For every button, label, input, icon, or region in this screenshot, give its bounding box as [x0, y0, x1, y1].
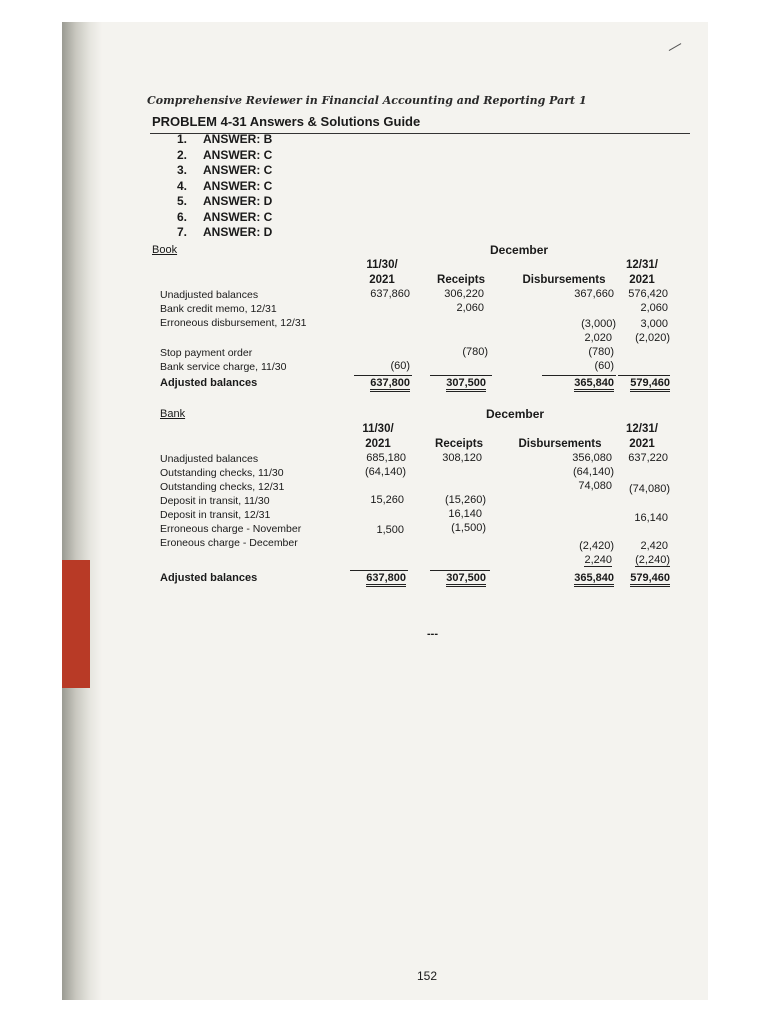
answer-item: 6. ANSWER: C: [177, 209, 273, 224]
answer-item: 5. ANSWER: D: [177, 194, 273, 208]
value-cell: 308,120: [442, 452, 482, 464]
value-cell: (1,500): [451, 522, 486, 534]
bank-section-label: Bank: [160, 408, 186, 420]
value-cell: 15,260: [370, 494, 404, 506]
row-label: Deposit in transit, 11/30: [160, 495, 270, 507]
total-cell: 365,840: [574, 572, 614, 587]
subtotal-rule: [542, 375, 616, 376]
value-cell: (60): [390, 360, 410, 372]
value-cell: 16,140: [634, 512, 668, 524]
answer-item: 1. ANSWER: B: [177, 132, 273, 146]
value-cell: (2,020): [635, 332, 670, 344]
value-cell: 356,080: [572, 452, 612, 464]
total-cell: 579,460: [630, 377, 670, 392]
row-label: Bank service charge, 11/30: [160, 361, 287, 373]
value-cell: (3,000): [581, 318, 616, 330]
value-cell: 2,420: [640, 540, 668, 552]
row-label: Eroneous charge - December: [160, 537, 298, 549]
book-section-label: Book: [152, 244, 178, 256]
bank-month-heading: December: [486, 407, 545, 421]
row-label: Erroneous charge - November: [160, 523, 302, 535]
value-cell: (74,080): [629, 483, 670, 495]
book-col-nov30-header: 11/30/ 2021: [366, 259, 398, 286]
red-bookmark-tab: [62, 560, 90, 688]
page-number: 152: [417, 969, 438, 983]
subtotal-rule: [354, 375, 412, 376]
value-cell: 2,020: [584, 332, 612, 344]
book-page: [62, 22, 708, 1000]
answer-list: [177, 132, 272, 241]
answer-item: 3. ANSWER: C: [177, 163, 273, 177]
row-label: Adjusted balances: [160, 572, 258, 584]
row-label: Outstanding checks, 11/30: [160, 467, 284, 479]
value-cell: (64,140): [573, 466, 614, 478]
value-cell: 1,500: [376, 524, 404, 536]
book-col-disbursements-header: Disbursements: [522, 274, 606, 286]
value-cell: 2,060: [456, 302, 484, 314]
total-cell: 637,800: [366, 572, 406, 587]
value-cell: 3,000: [640, 318, 668, 330]
row-label: Erroneous disbursement, 12/31: [160, 317, 307, 329]
value-cell: 637,220: [628, 452, 668, 464]
bank-col-dec31-header: 12/31/ 2021: [626, 423, 658, 450]
bank-col-disbursements-header: Disbursements: [518, 438, 602, 450]
section-end-dash: ---: [427, 628, 438, 640]
value-cell: 576,420: [628, 288, 668, 300]
value-cell: (64,140): [365, 466, 406, 478]
answer-item: 7. ANSWER: D: [177, 225, 273, 239]
value-cell: 637,860: [370, 288, 410, 300]
value-cell: (2,420): [579, 540, 614, 552]
total-cell: 307,500: [446, 572, 486, 587]
value-cell: (2,240): [635, 554, 670, 566]
value-cell: 74,080: [578, 480, 612, 492]
book-title: Comprehensive Reviewer in Financial Accounting and Reporting Part 1: [147, 94, 587, 107]
subtotal-rule: [350, 570, 408, 571]
total-cell: 365,840: [574, 377, 614, 392]
book-spine: [62, 22, 102, 1000]
subtotal-rule: [430, 375, 492, 376]
value-cell: 367,660: [574, 288, 614, 300]
row-label: Adjusted balances: [160, 377, 258, 389]
bank-col-receipts-header: Receipts: [435, 438, 483, 450]
answer-item: 4. ANSWER: C: [177, 178, 273, 193]
book-month-heading: December: [490, 243, 549, 257]
value-cell: 16,140: [448, 508, 482, 520]
value-cell: (780): [462, 346, 488, 358]
row-label: Unadjusted balances: [160, 453, 259, 465]
value-cell: 685,180: [366, 452, 406, 464]
row-label: Unadjusted balances: [160, 289, 259, 301]
total-cell: 579,460: [630, 572, 670, 587]
row-label: Deposit in transit, 12/31: [160, 509, 271, 521]
book-col-dec31-header: 12/31/ 2021: [626, 259, 658, 286]
row-label: Bank credit memo, 12/31: [160, 303, 277, 315]
total-cell: 637,800: [370, 377, 410, 392]
answer-item: 2. ANSWER: C: [177, 147, 273, 162]
row-label: Outstanding checks, 12/31: [160, 481, 285, 493]
row-label: Stop payment order: [160, 347, 253, 359]
value-cell: (60): [594, 360, 614, 372]
bank-col-nov30-header: 11/30/ 2021: [362, 423, 394, 450]
value-cell: 2,240: [584, 554, 612, 566]
value-cell: (15,260): [445, 494, 486, 506]
value-cell: 2,060: [640, 302, 668, 314]
page-corner-mark-icon: [669, 43, 686, 58]
book-col-receipts-header: Receipts: [437, 274, 485, 286]
value-cell: 306,220: [444, 288, 484, 300]
value-cell: (780): [588, 346, 614, 358]
total-cell: 307,500: [446, 377, 486, 392]
subtotal-rule: [430, 570, 490, 571]
subtotal-rule: [618, 375, 670, 376]
problem-heading: PROBLEM 4-31 Answers & Solutions Guide: [152, 114, 421, 129]
